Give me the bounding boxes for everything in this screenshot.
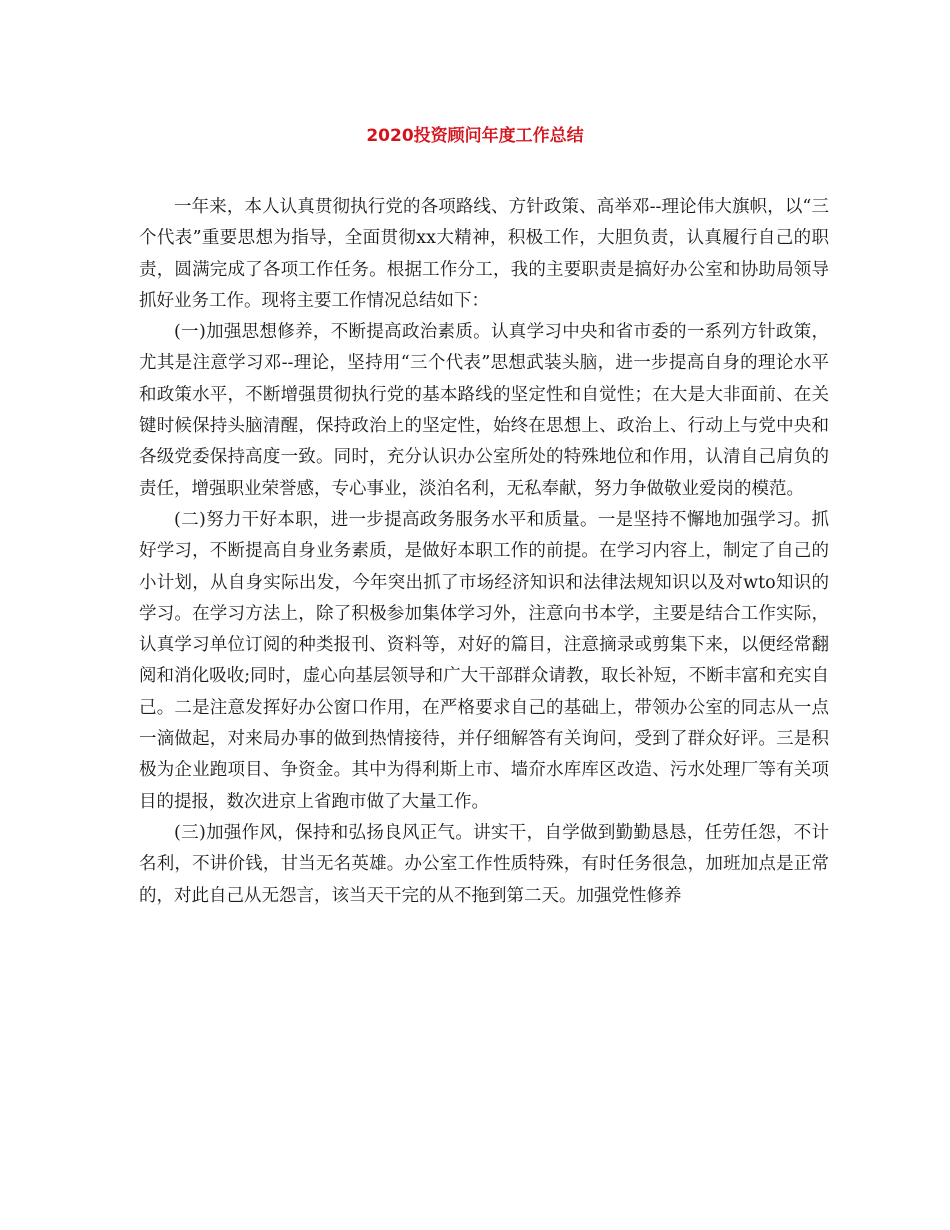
document-body: [139, 192, 829, 912]
paragraph-section-3: (三)加强作风，保持和弘扬良风正气。讲实干，自学做到勤勤恳恳，任劳任怨，不计名利，不讲价钱，甘当无名英雄。办公室工作性质特殊，有时任务很急，加班加点是正常的，对此自己从无怨言，该当天干完的从不拖到第二天。加强党性修养: [139, 822, 829, 906]
paragraph-section-1: (一)加强思想修养，不断提高政治素质。认真学习中央和省市委的一系列方针政策，尤其是注意学习邓--理论，坚持用“三个代表”思想武装头脑，进一步提高自身的理论水平和政策水平，不断增强贯彻执行党的基本路线的坚定性和自觉性；在大是大非面前、在关键时候保持头脑清醒，保持政治上的坚定性，始终在思想上、政治上、行动上与党中央和各级党委保持高度一致。同时，充分认识办公室所处的特殊地位和作用，认清自己肩负的责任，增强职业荣誉感，专心事业，淡泊名利，无私奉献，努力争做敬业爱岗的模范。: [139, 322, 829, 499]
paragraph-intro: 一年来，本人认真贯彻执行党的各项路线、方针政策、高举邓--理论伟大旗帜，以“三个代表”重要思想为指导，全面贯彻xx大精神，积极工作，大胆负责，认真履行自己的职责，圆满完成了各项工作任务。根据工作分工，我的主要职责是搞好办公室和协助局领导抓好业务工作。现将主要工作情况总结如下：: [139, 197, 829, 311]
document-title: 2020投资顾问年度工作总结: [366, 126, 584, 146]
paragraph-section-2: (二)努力干好本职，进一步提高政务服务水平和质量。一是坚持不懈地加强学习。抓好学习，不断提高自身业务素质，是做好本职工作的前提。在学习内容上，制定了自己的小计划，从自身实际出发，今年突出抓了市场经济知识和法律法规知识以及对wto知识的学习。在学习方法上，除了积极参加集体学习外，注意向书本学，主要是结合工作实际，认真学习单位订阅的种类报刊、资料等，对好的篇目，注意摘录或剪集下来，以便经常翻阅和消化吸收;同时，虚心向基层领导和广大干部群众请教，取长补短，不断丰富和充实自己。二是注意发挥好办公窗口作用，在严格要求自己的基础上，带领办公室的同志从一点一滴做起，对来局办事的做到热情接待，并仔细解答有关询问，受到了群众好评。三是积极为企业跑项目、争资金。其中为得利斯上市、墙夼水库库区改造、污水处理厂等有关项目的提报，数次进京上省跑市做了大量工作。: [139, 509, 829, 812]
